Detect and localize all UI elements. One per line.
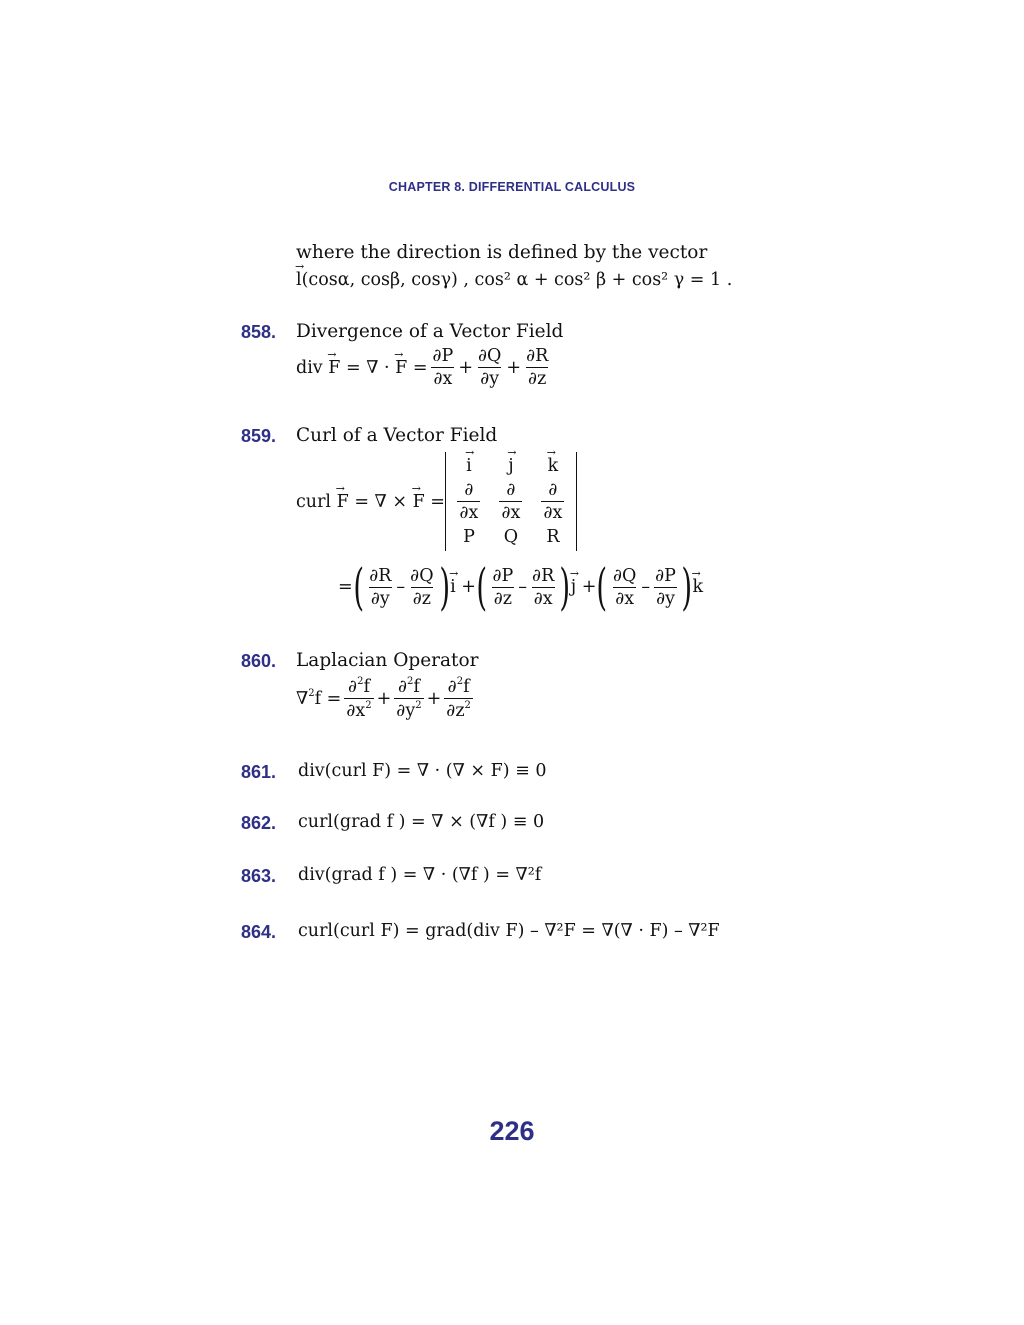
curl-determinant-formula: curl → F = ∇ × → F = → i → j → k $\frac{\partial}{\partial x}$ $\frac{\partial}{\partial x}$ $\frac{\partial}{\partial x}$ P Q R	[296, 452, 577, 551]
formula-861: div(curl F) = ∇ · (∇ × F) ≡ 0	[298, 761, 547, 781]
formula-title-divergence: Divergence of a Vector Field	[296, 321, 564, 342]
formula-number-861: 861.	[241, 762, 277, 782]
curl-matrix: → i → j → k $\frac{\partial}{\partial x}$ $\frac{\partial}{\partial x}$ $\frac{\partial}{\partial x}$ P Q R	[445, 452, 577, 551]
formula-number-864: 864.	[241, 922, 277, 942]
formula-864: curl(curl F) = grad(div F) – ∇²F = ∇(∇ · F) – ∇²F	[298, 921, 720, 941]
formula-number-859: 859.	[241, 426, 277, 446]
curl-expanded-formula: = ( $\frac{\partial R}{\partial y}$ – $\frac{\partial Q}{\partial z}$ ) → i + ( $\frac{\partial P}{\partial z}$ – $\frac{\partial R}{\partial x}$ ) → j + ( $\frac{\partial Q}{\partial x}$ – $\frac{\partial P}{\partial y}$ ) → k	[338, 558, 704, 616]
formula-number-862: 862.	[241, 813, 277, 833]
page-number: 226	[489, 1116, 535, 1146]
formula-number-860: 860.	[241, 651, 277, 671]
direction-vector-formula: → l(cosα, cosβ, cosγ) , cos² α + cos² β + cos² γ = 1 .	[295, 260, 733, 290]
intro-text: where the direction is defined by the vector	[296, 242, 708, 263]
laplacian-formula: ∇$^2$f = $\frac{\partial^2f}{\partial x^2}$ + $\frac{\partial^2f}{\partial y^2}$ + $\frac{\partial^2f}{\partial z^2}$	[296, 676, 471, 721]
formula-title-curl: Curl of a Vector Field	[296, 425, 498, 446]
chapter-header: CHAPTER 8. DIFFERENTIAL CALCULUS	[388, 180, 636, 194]
formula-863: div(grad f ) = ∇ · (∇f ) = ∇²f	[298, 865, 542, 885]
formula-862: curl(grad f ) = ∇ × (∇f ) ≡ 0	[298, 812, 545, 832]
formula-title-laplacian: Laplacian Operator	[296, 650, 479, 671]
divergence-formula: div → F = ∇ · → F = $\frac{\partial P}{\partial x}$ + $\frac{\partial Q}{\partial y}$ + $\frac{\partial R}{\partial z}$	[296, 346, 549, 389]
formula-number-863: 863.	[241, 866, 277, 886]
formula-number-858: 858.	[241, 322, 277, 342]
